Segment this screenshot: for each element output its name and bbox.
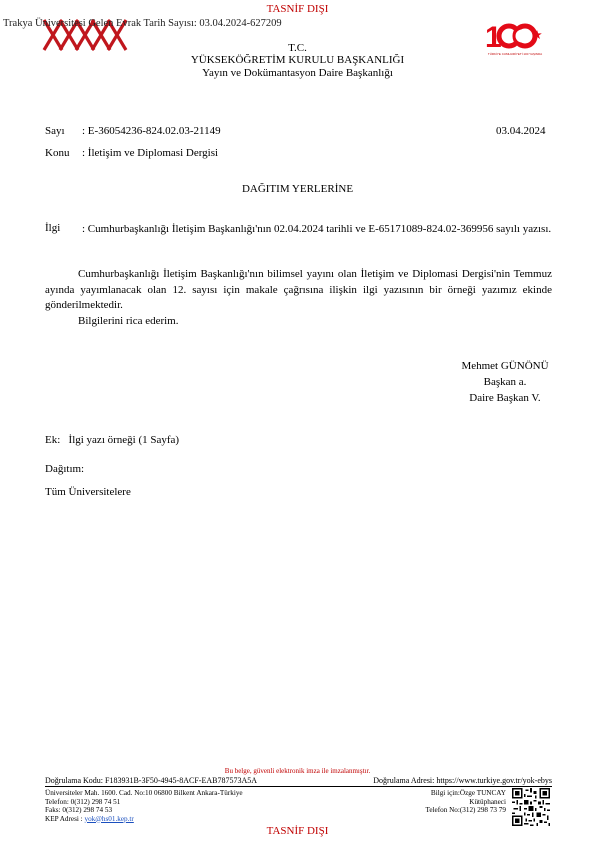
kep-label: KEP Adresi : <box>45 814 85 823</box>
signatory-name: Mehmet GÜNÖNÜ <box>461 360 549 372</box>
letter-body <box>45 267 552 329</box>
contact-phone: Telefon No:(312) 298 73 79 <box>425 806 506 814</box>
distribution-item: Tüm Üniversitelere <box>45 486 131 498</box>
classification-bottom: TASNİF DIŞI <box>266 825 329 837</box>
reference-label: İlgi <box>45 222 61 234</box>
number-label: Sayı <box>45 125 65 137</box>
header-country: T.C. <box>288 42 307 54</box>
footer-kep <box>45 815 243 824</box>
number-value: : E-36054236-824.02.03-21149 <box>82 125 221 137</box>
footer-fax: Faks: 0(312) 298 74 53 <box>45 806 113 814</box>
reference-text: : Cumhurbaşkanlığı İletişim Başkanlığı'nın 02.04.2024 tarihli ve E-65171089-824.02-369956 sayılı yazısı. <box>82 223 552 235</box>
attachment-line: Ek: İlgi yazı örneği (1 Sayfa) <box>45 434 180 446</box>
classification-top: TASNİF DIŞI <box>266 3 329 15</box>
contact-person: Bilgi için:Özge TUNCAY <box>430 789 506 797</box>
verification-address[interactable]: Doğrulama Adresi: https://www.turkiye.gov.tr/yok-ebys <box>373 776 552 785</box>
anniversary-tagline: TÜRKİYE CUMHURİYETİ 100 YAŞINDA <box>487 52 543 56</box>
contact-unit: Kütüphaneci <box>469 797 506 806</box>
footer-address: Üniversiteler Mah. 1600. Cad. No:10 06800 Bilkent Ankara-Türkiye <box>45 789 243 797</box>
body-paragraph: Cumhurbaşkanlığı İletişim Başkanlığı'nın bilimsel yayını olan İletişim ve Diplomasi Dergisi'nin Temmuz ayında yayımlanacak olan 12. sayısı için makale çağrısına ilişkin ilgi yazısının bir örneği yazımız ekinde gönderilmektedir. <box>45 268 552 311</box>
reference-value <box>82 222 552 237</box>
verification-line <box>45 776 552 785</box>
document-date: 03.04.2024 <box>496 125 546 137</box>
header-organization: YÜKSEKÖĞRETİM KURULU BAŞKANLIĞI <box>190 54 405 66</box>
footer-divider <box>45 786 552 787</box>
incoming-document-stamp: Trakya Üniversitesi Gelen Evrak Tarih Sayısı: 03.04.2024-627209 <box>3 18 282 29</box>
recipients-title: DAĞITIM YERLERİNE <box>241 183 354 195</box>
distribution-label: Dağıtım: <box>45 463 85 475</box>
signatory-title: Daire Başkan V. <box>469 392 541 404</box>
qr-code-icon[interactable] <box>512 788 550 826</box>
footer-contact-left <box>45 789 243 823</box>
body-paragraph: Bilgilerini rica ederim. <box>78 314 179 327</box>
signature-block <box>440 358 570 406</box>
verification-code: Doğrulama Kodu: F183931B-3F50-4945-8ACF-EAB787573A5A <box>45 776 257 785</box>
footer-phone: Telefon: 0(312) 298 74 51 <box>45 797 121 806</box>
header-department: Yayın ve Dokümantasyon Daire Başkanlığı <box>202 67 393 79</box>
subject-value: : İletişim ve Diplomasi Dergisi <box>82 147 219 159</box>
e-signature-note: Bu belge, güvenli elektronik imza ile imzalanmıştır. <box>224 767 371 775</box>
kep-address-link[interactable]: yok@hs01.kep.tr <box>84 814 134 823</box>
svg-text:1: 1 <box>485 21 499 52</box>
footer-contact-right <box>400 789 506 815</box>
subject-label: Konu <box>45 147 70 159</box>
signatory-title: Başkan a. <box>483 376 527 388</box>
